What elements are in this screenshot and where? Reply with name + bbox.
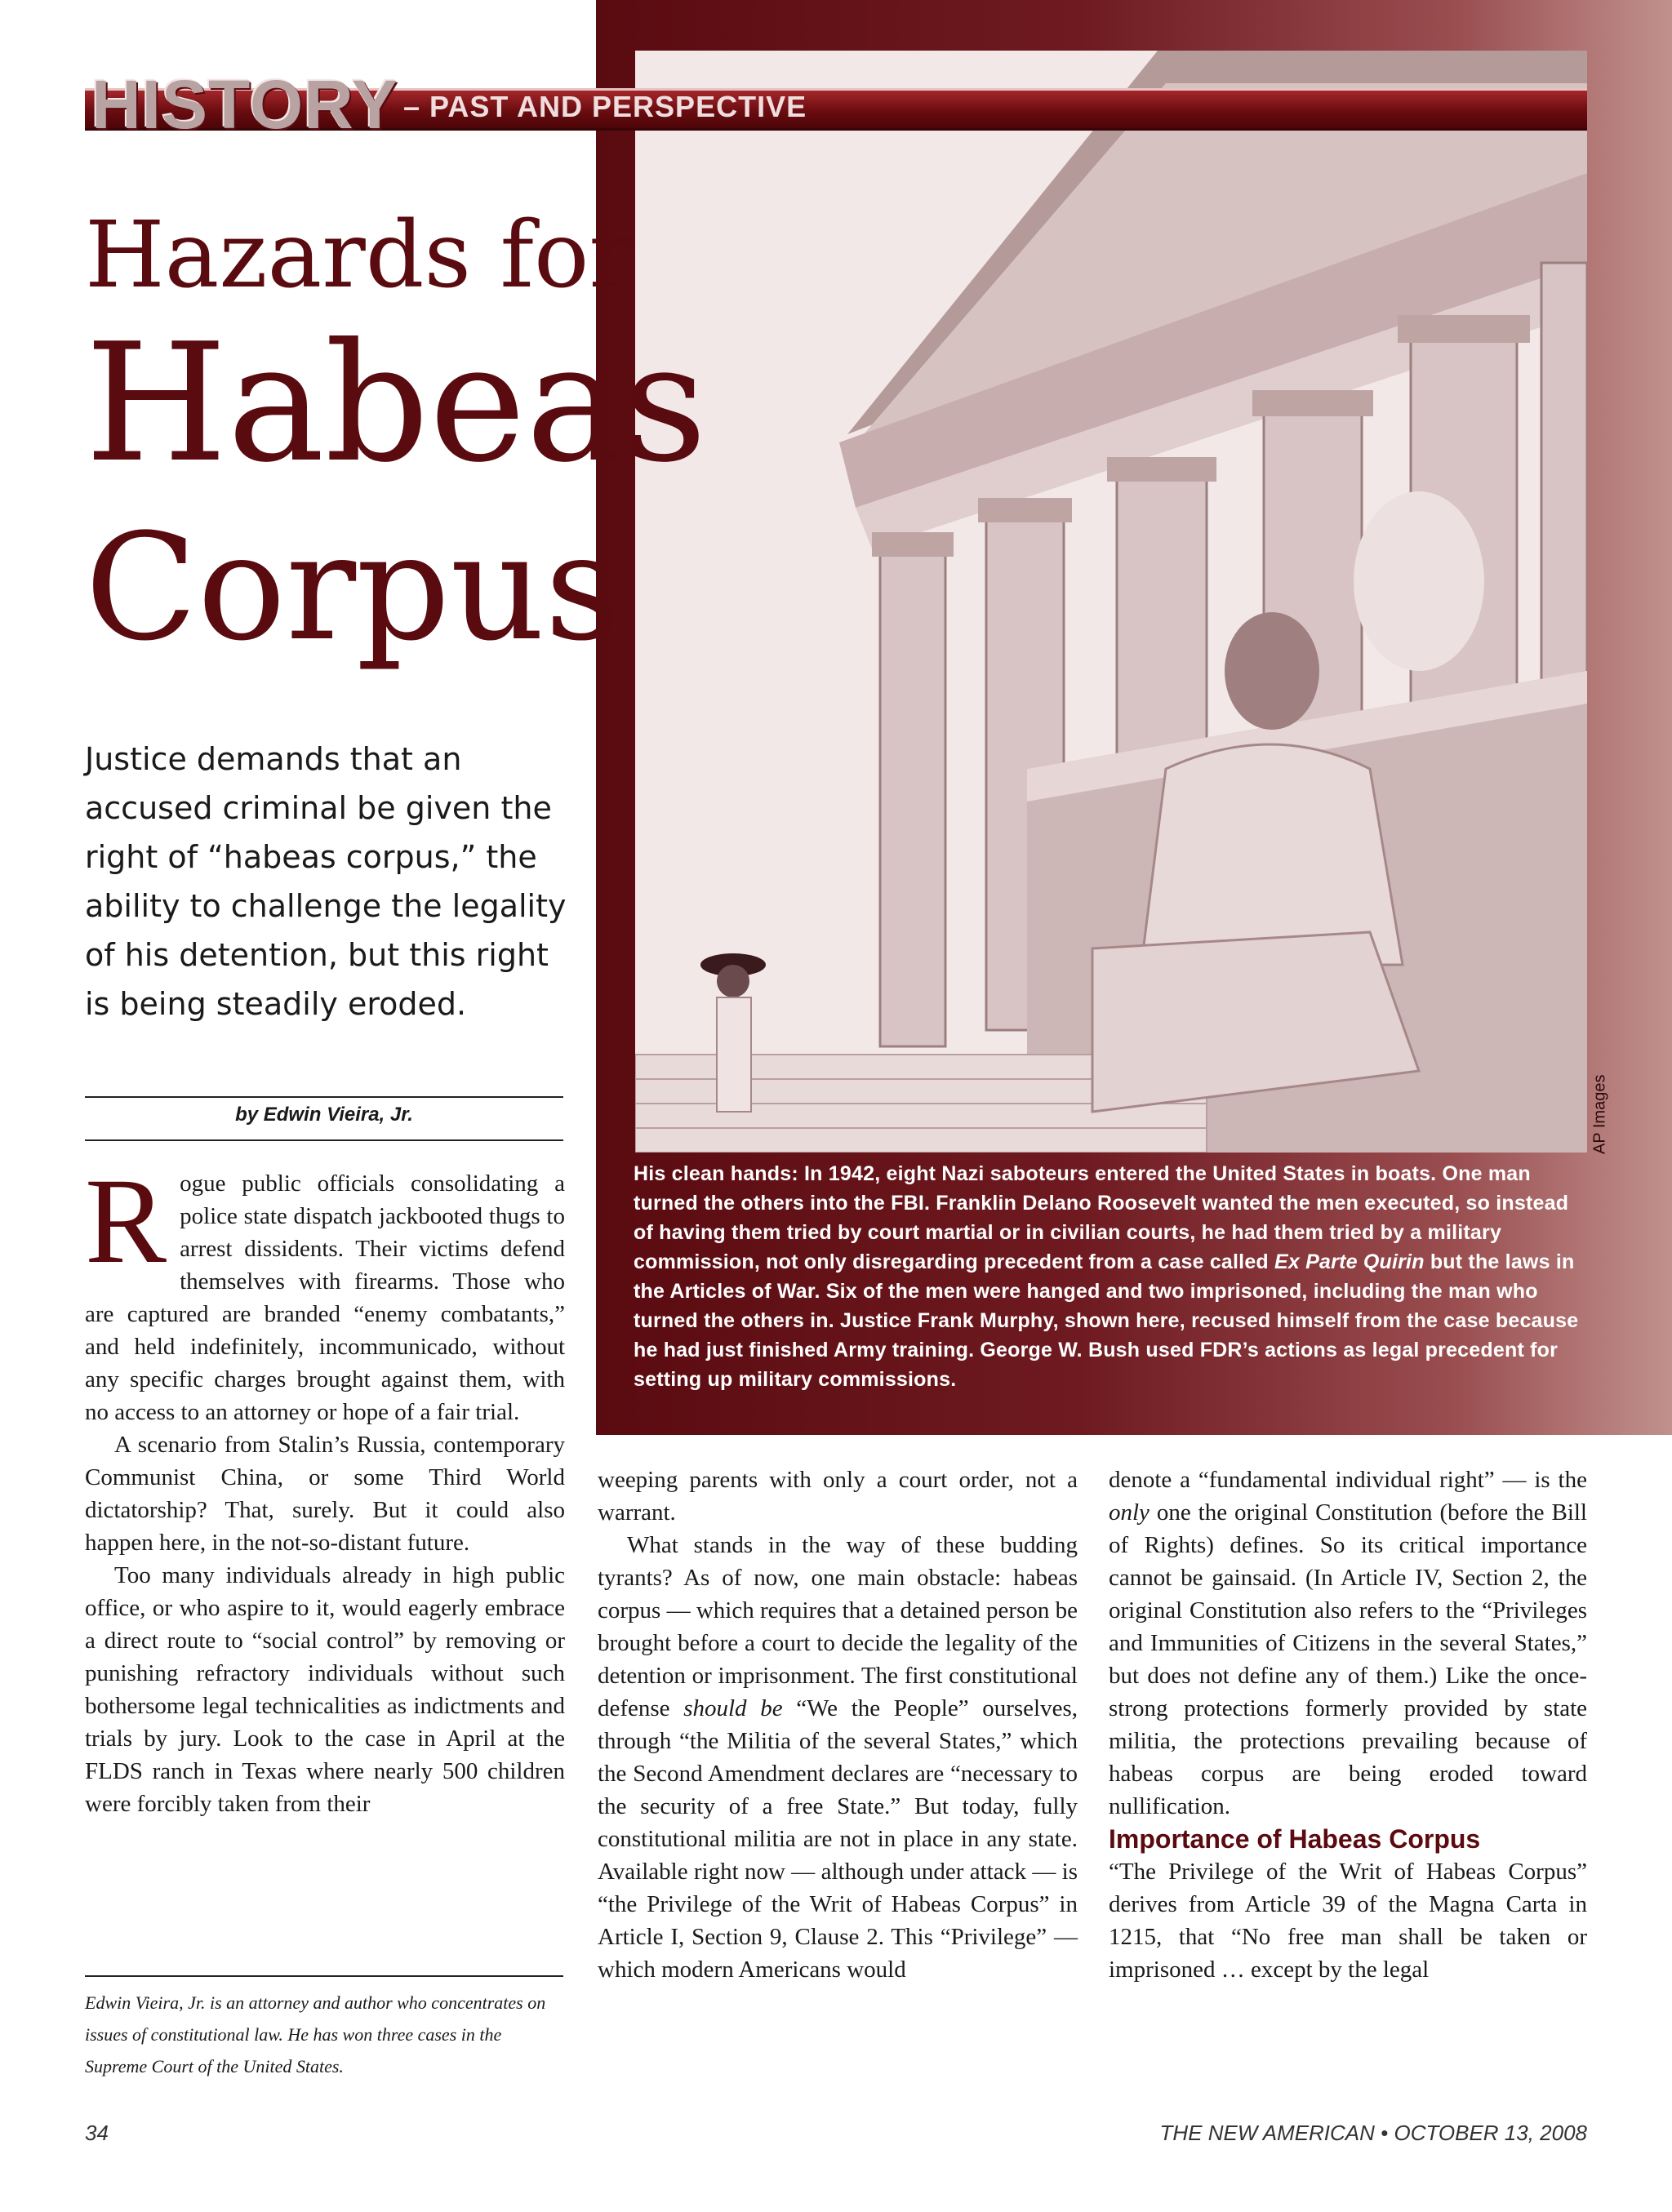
byline: by Edwin Vieira, Jr. (235, 1104, 413, 1126)
body-paragraph: Too many individuals already in high public office, or who aspire to it, would eagerly embrace a direct route to “social control” by removing or punishing refractory individuals without such bothersome legal technicalities as indictments and trials by jury. Look to the case in April at the FLDS ranch in Texas where nearly 500 children were forcibly taken from their (85, 1562, 565, 1817)
paragraph-text: “We the People” ourselves, through “the Militia of the several States,” which the Second Amendment declares are “necessary to the security of a free State.” But today, fully constitutional militia are not in place in any state. Available right now — although under attack — is “the Privilege of the Writ of Habeas Corpus” in Article I, Section 9, Clause 2. This “Privilege” — which modern Americans would (598, 1695, 1078, 1983)
caption-lead: His clean hands: (634, 1162, 798, 1185)
body-column-1 (85, 1153, 565, 1820)
paragraph-text: What stands in the way of these budding tyrants? As of now, one main obstacle: habeas corpus — which requires that a detained person be brought before a court to decide the legality of the detention or imprisonment. The first constitutional defense (598, 1532, 1078, 1721)
photo-illustration (635, 51, 1587, 1153)
article-title-line2: Habeas (85, 309, 707, 499)
supreme-court-photo (635, 51, 1587, 1153)
body-paragraph (1109, 1464, 1587, 1823)
article-deck: Justice demands that an accused criminal be given the right of “habeas corpus,” the ability to challenge the legality of his detention, but this right is being steadily eroded. (85, 741, 567, 1022)
body-paragraph: “The Privilege of the Writ of Habeas Corpus” derives from Article 39 of the Magna Carta in 1215, that “No free man shall be taken or imprisoned … except by the legal (1109, 1859, 1587, 1983)
article-title-line3: Corpus (85, 503, 620, 673)
paragraph-text: ogue public officials consolidating a police state dispatch jackbooted thugs to arrest dissidents. Their victims defend themselves with firearms. Those who are captured are branded “enemy combatants,” and held indefinitely, incommunicado, without any specific charges brought against them, with no access to an attorney or hope of a fair trial. (85, 1170, 565, 1425)
body-paragraph: A scenario from Stalin’s Russia, contemporary Communist China, or some Third World dictatorship? That, surely. But it could also happen here, in the not-so-distant future. (85, 1432, 565, 1556)
body-paragraph (598, 1529, 1078, 1986)
section-subtitle: – PAST AND PERSPECTIVE (403, 90, 807, 123)
paragraph-text: one the original Constitution (before the Bill of Rights) defines. So its critical importance cannot be gainsaid. (In Article IV, Section 2, the original Constitution also refers to the “Privileges and Immunities of Citizens in the several States,” but does not define any of them.) Like the once-strong protections formerly provided by state militia, the protections prevailing because of habeas corpus are being eroded toward nullification. (1109, 1499, 1587, 1819)
body-column-3 (1109, 1464, 1587, 1986)
byline-divider-bottom (85, 1139, 563, 1141)
bio-divider (85, 1975, 563, 1977)
author-bio: Edwin Vieira, Jr. is an attorney and author who concentrates on issues of constitutional law. He has won three cases in the Supreme Court of the United States. (85, 1992, 546, 2077)
publication-footer: THE NEW AMERICAN • OCTOBER 13, 2008 (1159, 2121, 1587, 2145)
drop-cap: R (85, 1153, 167, 1289)
body-paragraph: weeping parents with only a court order, not a warrant. (598, 1467, 1078, 1526)
page-number: 34 (85, 2121, 109, 2145)
emphasis-text: should be (683, 1695, 783, 1721)
caption-text-continued: but the laws in the Articles of War. Six of the men were hanged and two imprisoned, including the man who turned the others in. Justice Frank Murphy, shown here, recused himself from the case because he had just finished Army training. George W. Bush used FDR’s actions as legal precedent for setting up military commissions. (634, 1250, 1579, 1391)
caption-text: In 1942, eight Nazi saboteurs entered the United States in boats. One man turned the others into the FBI. Franklin Delano Roosevelt wanted the men executed, so instead of having them tried by court martial or in civilian courts, he had them tried by a military commission, not only disregarding precedent from a case called (634, 1162, 1569, 1273)
emphasis-text: only (1109, 1499, 1150, 1526)
paragraph-text: denote a “fundamental individual right” — is the (1109, 1467, 1587, 1493)
caption-case-name: Ex Parte Quirin (1274, 1250, 1425, 1273)
article-title-line1: Hazards for (85, 202, 633, 309)
byline-divider-top (85, 1096, 563, 1098)
photo-caption (634, 1159, 1589, 1394)
section-subhead: Importance of Habeas Corpus (1109, 1824, 1481, 1854)
body-column-2 (598, 1464, 1078, 1986)
photo-credit: AP Images (1590, 1074, 1609, 1154)
body-paragraph (85, 1153, 565, 1428)
section-title: HISTORY (91, 66, 398, 143)
